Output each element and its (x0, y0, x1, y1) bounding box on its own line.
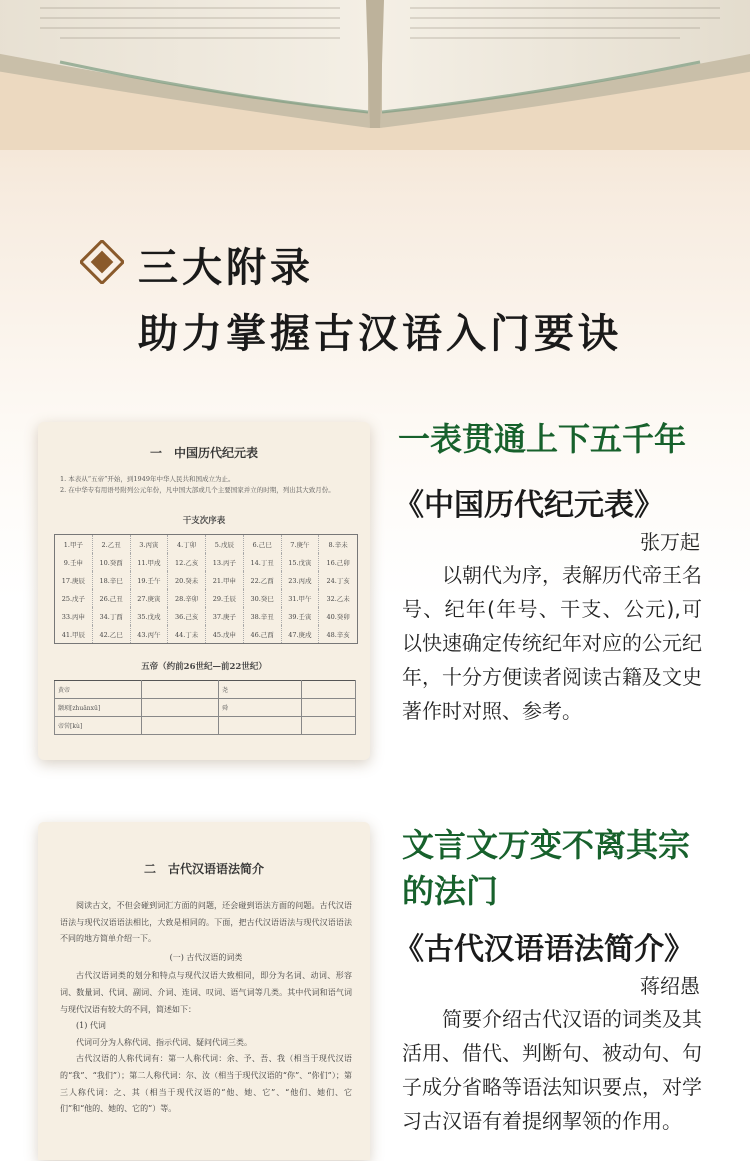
preview-note: 1. 本表从“五帝”开始，到1949年中华人民共和国成立为止。 (60, 475, 235, 483)
wudi-cell: 帝喾[kù] (55, 717, 142, 735)
ganzhi-cell: 18.辛巳 (93, 571, 131, 589)
ganzhi-cell: 30.癸巳 (244, 589, 282, 607)
preview-paragraph: 古代汉语的人称代词有：第一人称代词：余、予、吾、我（相当于现代汉语的“我”、“我们”）；第二人称代词：尔、汝（相当于现代汉语的“你”、“你们”）；第三人称代词：之、其（相当于现代汉语的“他、她、它”、“他们、她们、它们”和“他的、她的、它的”）等。 (60, 1054, 352, 1114)
preview-paragraph: 代词可分为人称代词、指示代词、疑问代词三类。 (76, 1037, 252, 1047)
preview-paragraph: (1) 代词 (76, 1021, 106, 1031)
ganzhi-cell: 6.己巳 (244, 535, 282, 553)
ganzhi-cell: 38.辛丑 (244, 607, 282, 625)
ganzhi-cell: 10.癸酉 (93, 553, 131, 571)
wudi-cell (142, 699, 219, 717)
ganzhi-cell: 45.戊申 (206, 625, 244, 643)
ganzhi-cell: 4.丁卯 (168, 535, 206, 553)
ganzhi-cell: 23.丙戌 (282, 571, 320, 589)
wudi-cell (302, 681, 356, 699)
wudi-cell: 颛顼[zhuānxū] (55, 699, 142, 717)
preview-paragraph: 古代汉语词类的划分和特点与现代汉语大致相同，即分为名词、动词、形容词、数量词、代词、副词、介词、连词、叹词、语气词等几类。其中代词和语气词与现代汉语有较大的不同，简述如下： (60, 971, 352, 1014)
book-title: 《中国历代纪元表》 (394, 488, 664, 523)
ganzhi-cell: 5.戊辰 (206, 535, 244, 553)
book-description: 以朝代为序，表解历代帝王名号、纪年(年号、干支、公元),可以快速确定传统纪年对应的公元纪年，十分方便读者阅读古籍及文史著作时对照、参考。 (402, 563, 702, 723)
preview-text (60, 898, 352, 1118)
ganzhi-cell: 12.乙亥 (168, 553, 206, 571)
ganzhi-cell: 27.庚寅 (131, 589, 169, 607)
ganzhi-cell: 9.壬申 (55, 553, 93, 571)
ganzhi-cell: 19.壬午 (131, 571, 169, 589)
ganzhi-cell: 14.丁丑 (244, 553, 282, 571)
ganzhi-caption: 干支次序表 (182, 516, 226, 526)
ganzhi-cell: 3.丙寅 (131, 535, 169, 553)
ganzhi-cell: 15.戊寅 (282, 553, 320, 571)
ganzhi-cell: 32.乙未 (326, 594, 350, 603)
open-book-illustration (0, 0, 750, 150)
section-tagline: 文言文万变不离其宗 (402, 826, 691, 864)
ganzhi-cell: 39.壬寅 (282, 607, 320, 625)
ganzhi-cell: 40.癸卯 (326, 612, 350, 621)
ganzhi-cell: 34.丁酉 (93, 607, 131, 625)
wudi-cell (219, 717, 302, 735)
ganzhi-cell: 16.己卯 (326, 558, 350, 567)
ganzhi-cell: 1.甲子 (55, 535, 93, 553)
ganzhi-cell: 24.丁亥 (326, 576, 350, 585)
ganzhi-cell: 42.乙巳 (93, 625, 131, 643)
ganzhi-cell: 25.戊子 (55, 589, 93, 607)
book-author: 蒋绍愚 (640, 974, 700, 998)
main-subtitle: 助力掌握古汉语入门要诀 (138, 311, 622, 357)
ganzhi-cell: 22.乙酉 (244, 571, 282, 589)
wudi-cell (142, 681, 219, 699)
wudi-cell: 尧 (219, 681, 302, 699)
section-tagline: 一表贯通上下五千年 (398, 420, 687, 458)
wudi-cell (302, 699, 356, 717)
wudi-cell: 舜 (219, 699, 302, 717)
ganzhi-cell: 47.庚戌 (282, 625, 320, 643)
ganzhi-cell: 41.甲辰 (55, 625, 93, 643)
preview-paragraph: 阅读古文，不但会碰到词汇方面的问题，还会碰到语法方面的问题。古代汉语语法与现代汉语语法相比，大致是相同的。下面，把古代汉语语法与现代汉语语法不同的地方简单介绍一下。 (60, 901, 352, 944)
ganzhi-cell: 29.壬辰 (206, 589, 244, 607)
ganzhi-cell: 21.甲申 (206, 571, 244, 589)
ganzhi-cell: 48.辛亥 (326, 630, 350, 639)
preview-subheading: (一) 古代汉语的词类 (169, 952, 243, 962)
ganzhi-cell: 44.丁未 (168, 625, 206, 643)
wudi-cell (142, 717, 219, 735)
book-preview-card-grammar (38, 822, 370, 1160)
ganzhi-cell: 28.辛卯 (168, 589, 206, 607)
ganzhi-cell: 2.乙丑 (93, 535, 131, 553)
preview-note: 2. 在中华专有用语号附列公元年份，凡中国大部或几个主要国家并立的时期，列出其大致月份。 (60, 486, 335, 494)
preview-heading: 一 中国历代纪元表 (149, 446, 258, 460)
ganzhi-cell: 11.甲戌 (131, 553, 169, 571)
ganzhi-cell: 46.己酉 (244, 625, 282, 643)
ganzhi-cell: 43.丙午 (131, 625, 169, 643)
ganzhi-cell: 35.戊戌 (131, 607, 169, 625)
ganzhi-cell: 37.庚子 (206, 607, 244, 625)
main-title: 三大附录 (138, 245, 314, 291)
ganzhi-cell: 8.辛未 (328, 540, 348, 549)
ganzhi-cell: 7.庚午 (282, 535, 320, 553)
diamond-icon (80, 240, 124, 284)
ganzhi-cell: 33.丙申 (55, 607, 93, 625)
ganzhi-cell: 26.己丑 (93, 589, 131, 607)
preview-heading: 二 古代汉语语法简介 (143, 862, 264, 876)
wudi-table (54, 680, 356, 735)
ganzhi-cell: 13.丙子 (206, 553, 244, 571)
book-title: 《古代汉语语法简介》 (394, 932, 694, 967)
section-tagline-continued: 的法门 (402, 872, 499, 910)
ganzhi-cell: 20.癸未 (168, 571, 206, 589)
wudi-cell: 黄帝 (55, 681, 142, 699)
book-preview-card-chronology (38, 422, 370, 760)
wudi-cell (302, 717, 356, 735)
ganzhi-cell: 17.庚辰 (55, 571, 93, 589)
ganzhi-cell: 36.己亥 (168, 607, 206, 625)
ganzhi-table (54, 534, 358, 644)
book-author: 张万起 (640, 530, 700, 554)
book-description: 简要介绍古代汉语的词类及其活用、借代、判断句、被动句、句子成分省略等语法知识要点，对学习古汉语有着提纲挈领的作用。 (402, 1007, 702, 1133)
wudi-caption: 五帝（约前26世纪—前22世纪） (141, 662, 267, 672)
ganzhi-cell: 31.甲午 (282, 589, 320, 607)
